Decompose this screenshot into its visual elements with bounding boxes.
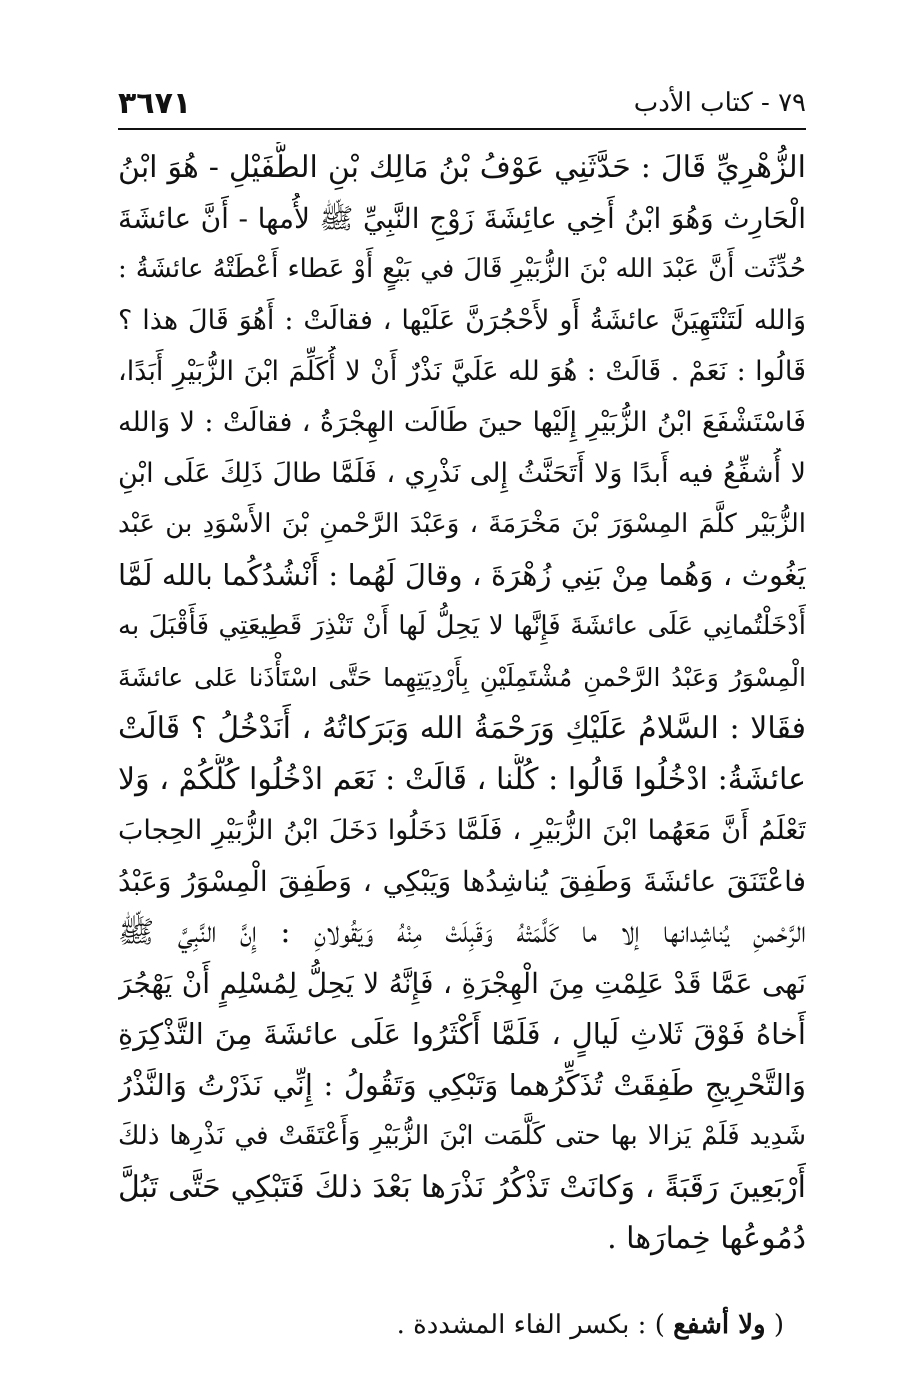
text-line: فقَالا : السَّلامُ عَلَيْكِ وَرَحْمَةُ الله وَبَرَكاتُهُ ، أَنَدْخُلُ ؟ قَالَتْ: [118, 711, 806, 746]
text-line: فاعْتَنَقَ عائشَةَ وَطَفِقَ يُناشِدُها وَيَبْكِي ، وَطَفِقَ الْمِسْوَرُ وَعَبْدُ: [118, 865, 806, 898]
text-line: فَاسْتَشْفَعَ ابْنُ الزُّبَيْرِ إِلَيْها حينَ طَالَت الهِجْرَةُ ، فقالَتْ : لا وَالله: [118, 407, 806, 438]
text-line: أَدْخَلْتُمانِي عَلَى عائشَةَ فَإِنَّها لا يَحِلُّ لَها أَنْ تَنْذِرَ قَطِيعَتِي فَأَقْبَلَ به: [118, 611, 806, 641]
text-line: حُدِّثَت أَنَّ عَبْدَ الله بْنَ الزُّبَيْرِ قَالَ في بَيْعٍ أَوْ عَطاء أَعْطَتْهُ عائشَةُ :: [118, 254, 806, 284]
text-line: وَالله لَتَنْتَهِيَنَّ عائشَةُ أَو لأَحْجُرَنَّ عَلَيْها ، فقالَتْ : أَهُوَ قَالَ هذا ؟: [118, 305, 806, 336]
chapter-title: ٧٩ - كتاب الأدب: [633, 88, 806, 118]
text-line: الرَّحْمنِ يُناشِدانها إلا ما كَلَّمَتْهُ وَقَبِلَتْ مِنْهُ وَيَقُولانِ : إِنَّ النَّبِيَّ ﷺ: [118, 915, 806, 950]
page-number: ٣٦٧١: [118, 86, 192, 121]
text-line: الزُّهْرِيِّ قَالَ : حَدَّثَنِي عَوْفُ بْنُ مَالِك بْنِ الطُّفَيْلِ - هُوَ ابْنُ: [118, 150, 806, 185]
hadith-text: [118, 142, 806, 1264]
text-line: تَعْلَمُ أَنَّ مَعَهُما ابْنَ الزُّبَيْرِ ، فَلَمَّا دَخَلُوا دَخَلَ ابْنُ الزُّبَيْرِ الحِجابَ: [118, 815, 806, 846]
text-line: شَدِيد فَلَمْ يَزالا بها حتى كَلَّمَت ابْنَ الزُّبَيْرِ وَأَعْتَقَتْ في نَذْرِها ذلكَ: [118, 1121, 806, 1151]
text-line: الْمِسْوَرُ وَعَبْدُ الرَّحْمنِ مُشْتَمِلَيْنِ بِأَرْدِيَتِهِما حَتَّى اسْتَأْذَنا عَلى عائشَةَ: [118, 663, 806, 692]
text-line: أَرْبَعِينَ رَقَبَةً ، وَكانَتْ تَذْكُرُ نَذْرَها بَعْدَ ذلكَ فَتَبْكِي حَتَّى تَبُلَّ: [118, 1170, 806, 1205]
text-line: نَهى عَمَّا قَدْ عَلِمْتِ مِنَ الْهِجْرَةِ ، فَإِنَّهُ لا يَحِلُّ لِمُسْلِمٍ أَنْ يَهْجُرَ: [118, 967, 806, 1000]
footnote-open-paren: (: [773, 1310, 784, 1340]
text-line: أَخاهُ فَوْقَ ثَلاثِ لَيالٍ ، فَلَمَّا أَكْثَرُوا عَلَى عائشَةَ مِنَ التَّذْكِرَةِ: [118, 1017, 806, 1051]
text-line: الْحَارِث وَهُوَ ابْنُ أَخِي عائِشَةَ زَوْجِ النَّبِيِّ ﷺ لأُمها - أَنَّ عائشَةَ: [118, 202, 806, 235]
text-line: يَغُوث ، وَهُما مِنْ بَنِي زُهْرَةَ ، وقالَ لَهُما : أَنْشُدُكُما بالله لَمَّا: [118, 558, 806, 592]
footnote-explanation: : بكسر الفاء المشددة .: [396, 1310, 647, 1340]
text-line: لا أُشفِّعُ فيه أَبدًا وَلا أَتَحَنَّثُ إِلى نَذْرِي ، فَلَمَّا طالَ ذَلِكَ عَلَى ابْنِ: [118, 458, 806, 489]
footnote: [397, 1310, 784, 1340]
page-header: [118, 86, 806, 126]
text-line: دُمُوعُها خِمارَها .: [607, 1221, 806, 1256]
text-line: قَالُوا : نَعَمْ . قَالَتْ : هُوَ لله عَلَيَّ نَذْرٌ أَنْ لا أُكَلِّمَ ابْنَ الزُّبَيْرِ أَبَدًا،: [118, 356, 806, 387]
text-line: الزُّبَيْر كلَّمَ المِسْوَرَ بْنَ مَخْرَمَةَ ، وَعَبْدَ الرَّحْمنِ بْنَ الأَسْوَدِ بن عَبْد: [118, 509, 806, 539]
text-line: عائشَةُ: ادْخُلُوا قَالُوا : كُلُّنا ، قَالَتْ : نَعَم ادْخُلُوا كُلُّكُمْ ، وَلا: [118, 762, 806, 797]
footnote-term: ولا أشفع: [673, 1310, 766, 1340]
text-line: وَالتَّحْرِيجِ طَفِقَتْ تُذَكِّرُهما وَتَبْكِي وَتَقُولُ : إِنِّي نَذَرْتُ وَالنَّذْرُ: [118, 1068, 806, 1102]
header-rule: [118, 128, 806, 130]
footnote-close-paren: ): [654, 1310, 665, 1340]
